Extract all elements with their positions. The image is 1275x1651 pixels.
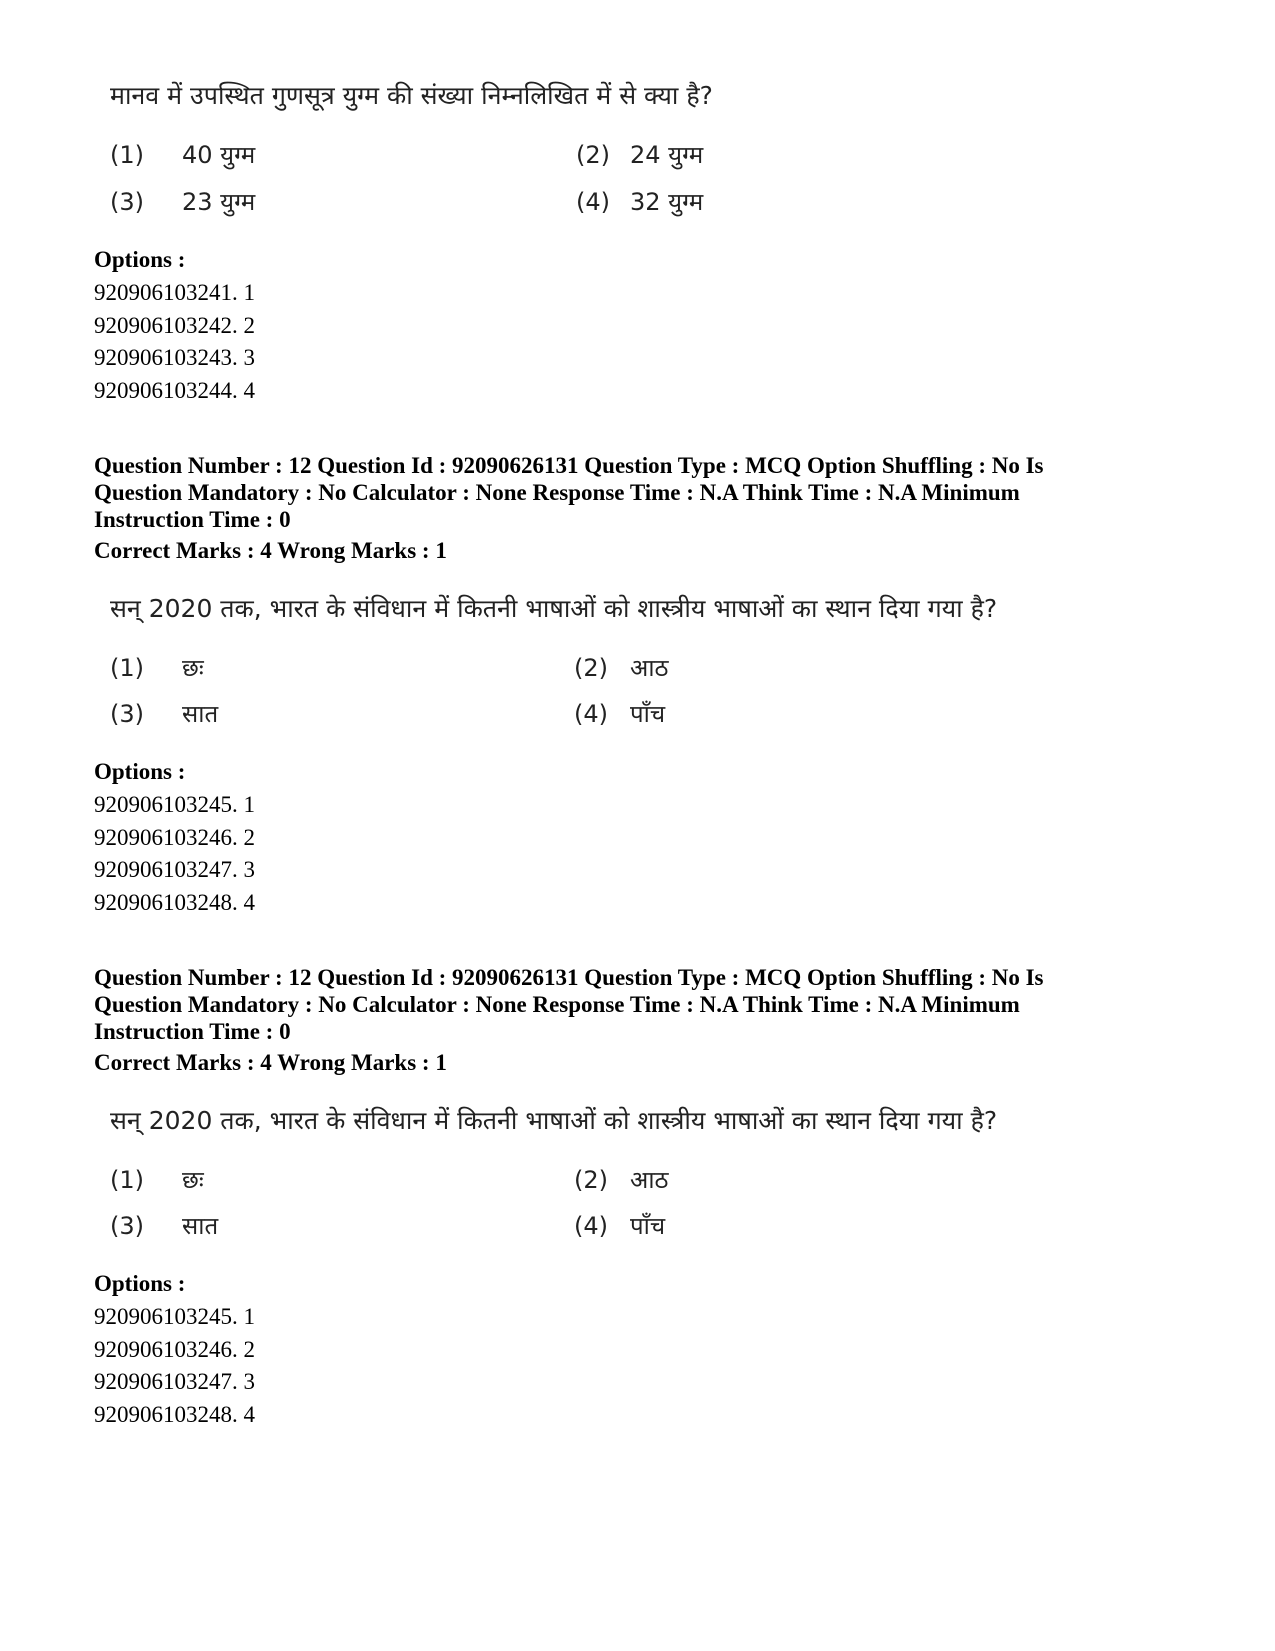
marks-line: Correct Marks : 4 Wrong Marks : 1	[94, 1050, 447, 1075]
choice-text: 32 युग्म	[630, 188, 704, 216]
option-line: 920906103248. 4	[94, 890, 255, 915]
choice-number: (2)	[574, 1166, 608, 1194]
options-label: Options :	[94, 1271, 186, 1296]
choice-1	[110, 651, 204, 684]
option-line: 920906103245. 1	[94, 792, 255, 817]
choice-number: (1)	[110, 141, 144, 169]
option-line: 920906103245. 1	[94, 1304, 255, 1329]
choice-number: (3)	[110, 1212, 144, 1240]
question-metadata: Question Number : 12 Question Id : 92090626131 Question Type : MCQ Option Shuffling : No Is Question Mandatory : No Calculator : None Response Time : N.A Think Time : N.A Minimum Instruction Time : 0	[94, 453, 1044, 532]
choice-number: (2)	[574, 654, 608, 682]
choice-number: (2)	[576, 141, 610, 169]
option-line: 920906103243. 3	[94, 345, 255, 370]
option-line: 920906103246. 2	[94, 825, 255, 850]
choice-text: छः	[182, 654, 204, 682]
choice-1	[110, 138, 255, 171]
choice-text: सात	[182, 700, 219, 728]
choice-2	[574, 651, 668, 684]
choice-1	[110, 1163, 204, 1196]
option-line: 920906103248. 4	[94, 1402, 255, 1427]
question-stem: मानव में उपस्थित गुणसूत्र युग्म की संख्या निम्नलिखित में से क्या है?	[110, 81, 713, 110]
option-line: 920906103246. 2	[94, 1337, 255, 1362]
choice-4	[576, 185, 703, 218]
question-metadata: Question Number : 12 Question Id : 92090626131 Question Type : MCQ Option Shuffling : No Is Question Mandatory : No Calculator : None Response Time : N.A Think Time : N.A Minimum Instruction Time : 0	[94, 965, 1044, 1044]
question-stem: सन् 2020 तक, भारत के संविधान में कितनी भाषाओं को शास्त्रीय भाषाओं का स्थान दिया गया है?	[110, 1106, 998, 1135]
choice-4	[574, 697, 665, 730]
option-line: 920906103244. 4	[94, 378, 255, 403]
choice-3	[110, 185, 255, 218]
choice-2	[574, 1163, 668, 1196]
choice-number: (4)	[576, 188, 610, 216]
options-label: Options :	[94, 247, 186, 272]
choice-text: पाँच	[630, 1212, 666, 1240]
option-line: 920906103247. 3	[94, 857, 255, 882]
choice-number: (1)	[110, 654, 144, 682]
choice-3	[110, 697, 218, 730]
choice-text: सात	[182, 1212, 219, 1240]
option-line: 920906103241. 1	[94, 280, 255, 305]
choice-text: 23 युग्म	[182, 188, 256, 216]
choice-text: 40 युग्म	[182, 141, 256, 169]
choice-text: 24 युग्म	[630, 141, 704, 169]
choice-number: (4)	[574, 700, 608, 728]
choice-number: (1)	[110, 1166, 144, 1194]
marks-line: Correct Marks : 4 Wrong Marks : 1	[94, 538, 447, 563]
choice-2	[576, 138, 703, 171]
choice-number: (3)	[110, 188, 144, 216]
choice-number: (3)	[110, 700, 144, 728]
choice-text: छः	[182, 1166, 204, 1194]
choice-3	[110, 1209, 218, 1242]
choice-text: आठ	[630, 654, 669, 682]
choice-text: आठ	[630, 1166, 669, 1194]
option-line: 920906103247. 3	[94, 1369, 255, 1394]
choice-text: पाँच	[630, 700, 666, 728]
choice-4	[574, 1209, 665, 1242]
question-stem: सन् 2020 तक, भारत के संविधान में कितनी भाषाओं को शास्त्रीय भाषाओं का स्थान दिया गया है?	[110, 594, 998, 623]
options-label: Options :	[94, 759, 186, 784]
choice-number: (4)	[574, 1212, 608, 1240]
option-line: 920906103242. 2	[94, 313, 255, 338]
